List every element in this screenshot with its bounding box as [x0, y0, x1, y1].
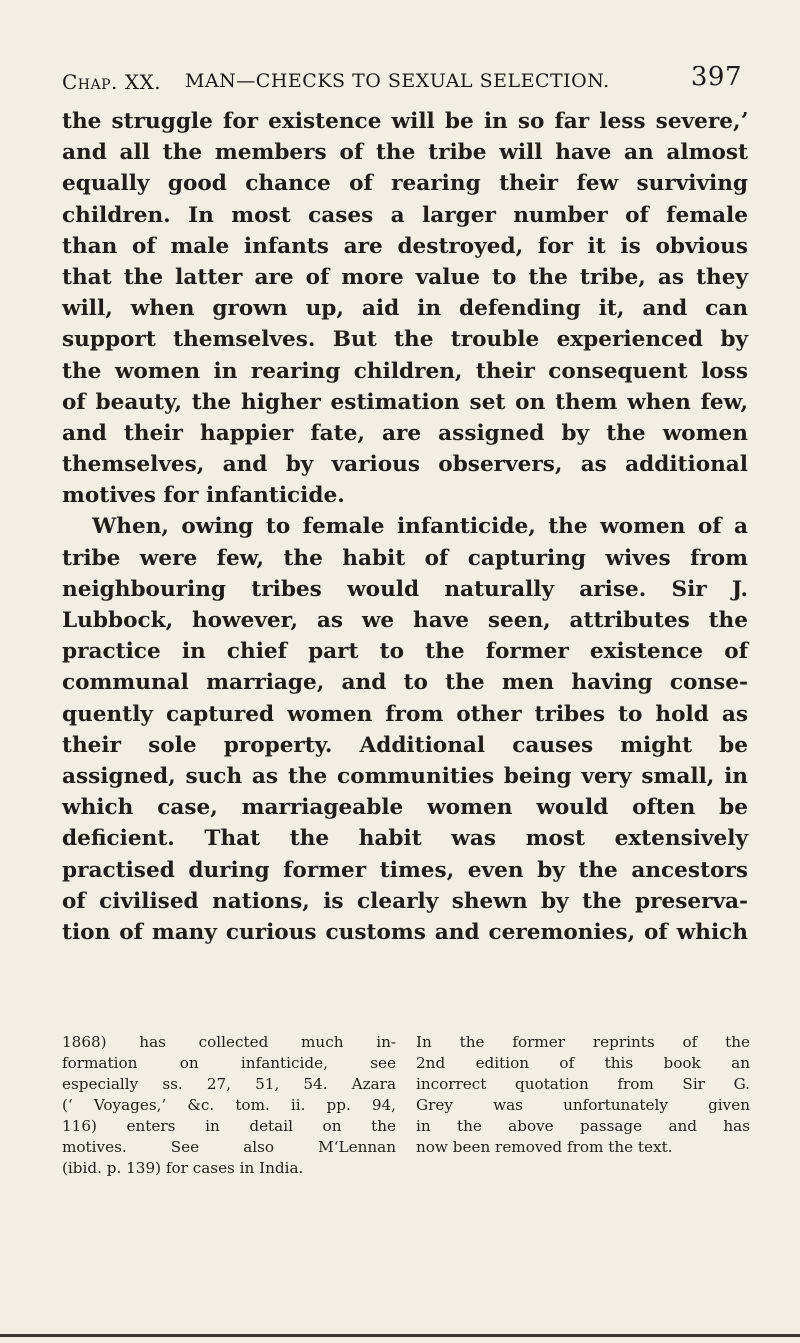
body-line: the women in rearing children, their consequent loss [62, 358, 748, 384]
body-line: their sole property. Additional causes might be [62, 732, 748, 758]
footnote-line: 1868) has collected much in- [62, 1033, 396, 1051]
footnote-line: 2nd edition of this book an [416, 1054, 750, 1072]
footnote-line: In the former reprints of the [416, 1033, 750, 1051]
footnote-line: Grey was unfortunately given [416, 1096, 750, 1114]
body-text [62, 106, 748, 948]
body-line: Lubbock, however, as we have seen, attributes the [62, 608, 748, 633]
body-line: and all the members of the tribe will have an almost [62, 140, 748, 166]
body-line: quently captured women from other tribes to hold as [62, 701, 748, 727]
footnote-line: motives. See also M‘Lennan [62, 1138, 396, 1156]
body-line: practice in chief part to the former existence of [62, 639, 748, 665]
body-line: of civilised nations, is clearly shewn by the preserva- [62, 888, 748, 914]
body-line: When, owing to female infanticide, the women of a [92, 514, 748, 540]
chapter-label: Chap. XX. [62, 70, 162, 94]
body-line: deficient. That the habit was most extensively [62, 826, 748, 852]
body-line: equally good chance of rearing their few surviving [62, 171, 748, 197]
footnote-line: incorrect quotation from Sir G. [416, 1075, 750, 1093]
footnote-line: formation on infanticide, see [62, 1054, 396, 1072]
body-line: communal marriage, and to the men having conse- [62, 670, 748, 696]
body-line: than of male infants are destroyed, for it is obvious [62, 233, 748, 259]
body-line: and their happier fate, are assigned by the women [62, 420, 748, 446]
body-line: neighbouring tribes would naturally arise. Sir J. [62, 576, 748, 602]
footnote-left-column [62, 1032, 396, 1179]
body-line: children. In most cases a larger number of female [62, 202, 748, 228]
chapter-title: MAN—CHECKS TO SEXUAL SELECTION. [185, 70, 610, 92]
body-line: practised during former times, even by the ancestors [62, 857, 748, 883]
body-line: tion of many curious customs and ceremonies, of which [62, 919, 748, 945]
body-line: tribe were few, the habit of capturing wives from [62, 545, 748, 571]
footnote-line: especially ss. 27, 51, 54. Azara [62, 1075, 396, 1093]
body-line: will, when grown up, aid in defending it, and can [62, 296, 748, 322]
body-line: which case, marriageable women would often be [62, 795, 748, 821]
footnote-line: in the above passage and has [416, 1117, 750, 1135]
footnote-right-column [416, 1032, 750, 1158]
footnote-line: 116) enters in detail on the [62, 1117, 396, 1135]
footnote-line: (‘ Voyages,’ &c. tom. ii. pp. 94, [62, 1096, 396, 1114]
body-line: of beauty, the higher estimation set on them when few, [62, 389, 748, 415]
body-line: the struggle for existence will be in so far less severe,ʼ [62, 109, 748, 134]
body-line: motives for infanticide. [62, 483, 345, 509]
body-line: support themselves. But the trouble experienced by [62, 327, 748, 353]
footnote-line: (ibid. p. 139) for cases in India. [62, 1159, 304, 1177]
running-head [62, 62, 742, 98]
body-line: assigned, such as the communities being very small, in [62, 763, 748, 789]
footnote-line: now been removed from the text. [416, 1138, 673, 1156]
page-number: 397 [690, 62, 742, 92]
bottom-edge-rule [0, 1334, 800, 1337]
body-line: that the latter are of more value to the tribe, as they [62, 264, 748, 290]
body-line: themselves, and by various observers, as additional [62, 452, 748, 478]
